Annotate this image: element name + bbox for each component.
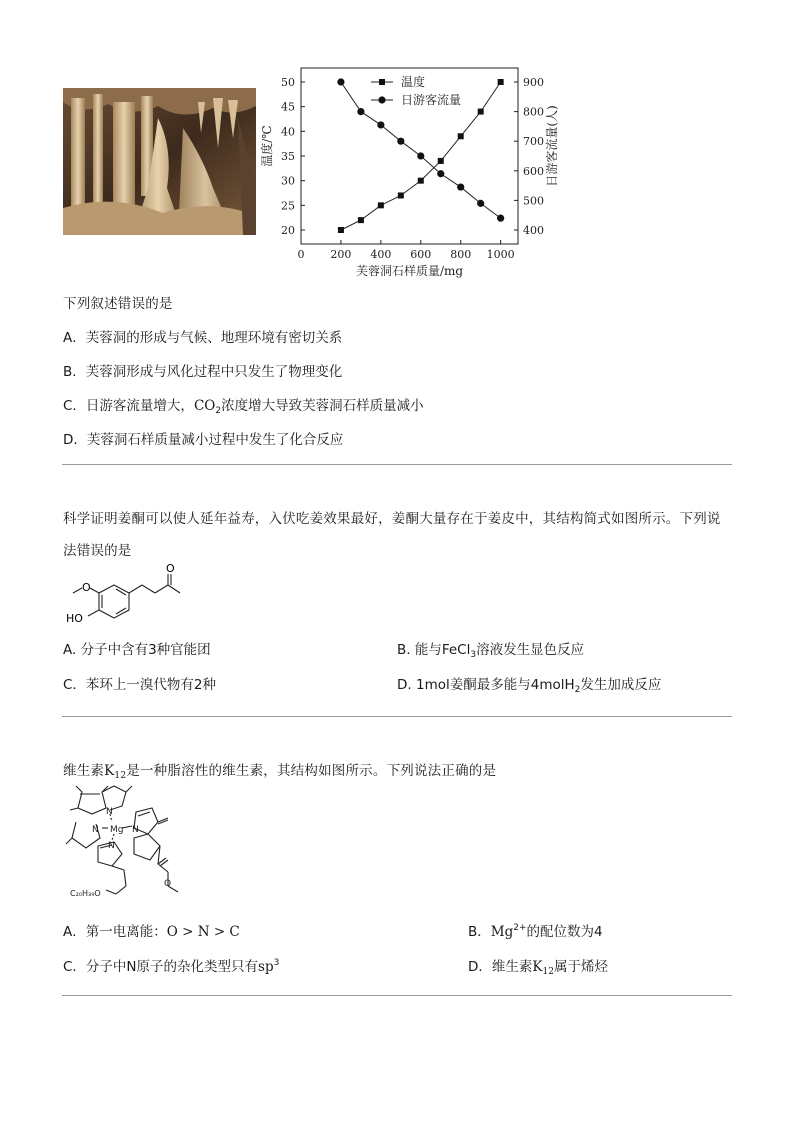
temperature-point (438, 158, 444, 164)
y-right-tick-label: 400 (523, 224, 544, 237)
q1-option-b: B．芙蓉洞形成与风化过程中只发生了物理变化 (63, 364, 343, 380)
q3-option-a-math: O > N > C (166, 924, 240, 940)
vitamin-k12-structure (62, 782, 187, 904)
q3-option-d-k: K (532, 959, 543, 975)
q3-option-d-post: 属于烯烃 (553, 959, 608, 975)
temperature-point (398, 192, 404, 198)
q2-stem-line1: 科学证明姜酮可以使人延年益寿，入伏吃姜效果最好，姜酮大量存在于姜皮中，其结构简式如图所示。下列说 (63, 511, 721, 527)
divider-3 (62, 995, 732, 996)
q2-option-d-sub: 2 (574, 685, 581, 695)
y-left-axis-label: 温度/℃ (260, 125, 274, 167)
q2-option-b-pre: B. 能与FeCl (397, 642, 471, 658)
x-tick-label: 0 (297, 248, 305, 261)
q3-stem-pre: 维生素 (63, 763, 105, 779)
q3-option-b-mg: Mg (490, 924, 514, 940)
visitor-point (497, 215, 504, 222)
y-right-tick-label: 900 (523, 76, 544, 89)
x-axis-label: 芙蓉洞石样质量/mg (355, 264, 464, 278)
q1-option-c (63, 394, 424, 416)
q1-option-c-tail: 浓度增大导致芙蓉洞石样质量减小 (221, 398, 424, 414)
temperature-point (358, 217, 364, 223)
y-left-tick-label: 20 (281, 224, 295, 237)
x-tick-label: 400 (370, 248, 392, 261)
q3-option-c (63, 955, 279, 975)
legend-label: 日游客流量 (401, 93, 462, 107)
legend-label: 温度 (401, 75, 426, 89)
visitor-point (457, 183, 464, 190)
temperature-point (338, 227, 344, 233)
q2-option-b (397, 638, 584, 660)
y-right-tick-label: 600 (523, 164, 544, 178)
visitor-point (437, 170, 444, 177)
q2-option-a: A. 分子中含有3种官能团 (63, 642, 211, 658)
temperature-visitor-chart (255, 58, 559, 288)
temperature-point (478, 109, 484, 115)
n-label-left: N (92, 825, 99, 835)
q3-option-c-sp: sp (258, 959, 274, 975)
visitor-point (397, 138, 404, 145)
q3-option-a (63, 920, 240, 940)
q2-option-b-sub: 3 (470, 650, 477, 660)
q3-option-b-pre: B． (468, 924, 491, 940)
q2-stem-line2: 法错误的是 (63, 543, 132, 559)
q2-option-d-pre: D. 1mol姜酮最多能与4molH (397, 677, 575, 693)
q3-option-b-post: 的配位数为4 (526, 924, 603, 940)
temperature-point (458, 133, 464, 139)
co2-formula: CO (193, 398, 216, 414)
y-left-tick-label: 50 (281, 76, 295, 89)
y-left-tick-label: 45 (281, 100, 295, 114)
q3-stem (63, 759, 496, 781)
temperature-point (498, 79, 504, 85)
q2-option-d-post: 发生加成反应 (580, 677, 662, 693)
ester-o-label: O (164, 879, 172, 889)
cave-photo (63, 88, 256, 235)
q3-stem-k: K (104, 763, 115, 779)
y-right-tick-label: 500 (523, 194, 544, 208)
q3-option-d (468, 955, 608, 977)
q2-option-b-post: 溶液发生显色反应 (476, 642, 585, 658)
y-right-tick-label: 700 (523, 135, 544, 149)
y-left-tick-label: 30 (281, 174, 295, 188)
y-left-tick-label: 40 (281, 125, 295, 139)
n-label-top: N (106, 807, 113, 817)
visitor-point (357, 108, 364, 115)
methoxy-o-label: O (82, 581, 91, 594)
visitor-point (377, 121, 384, 128)
q3-stem-sub: 12 (114, 771, 127, 781)
phytyl-label: C₂₀H₃₉O (70, 889, 101, 898)
y-right-axis-label: 日游客流量(人) (545, 105, 559, 187)
q3-option-d-pre: D． (468, 959, 492, 975)
divider-1 (62, 464, 732, 465)
legend-circle-marker (378, 96, 385, 103)
q1-option-d: D．芙蓉洞石样质量减小过程中发生了化合反应 (63, 432, 344, 448)
x-tick-label: 1000 (486, 248, 515, 261)
ketone-o-label: O (166, 562, 175, 575)
visitor-point (417, 152, 424, 159)
q2-option-c: C．苯环上一溴代物有2种 (63, 677, 217, 693)
y-left-tick-label: 25 (281, 199, 295, 213)
q3-option-c-pre: C．分子中N原子的杂化类型只有 (63, 959, 259, 975)
visitor-point (337, 78, 344, 85)
n-label-bottom: N (108, 841, 115, 851)
divider-2 (62, 716, 732, 717)
q1-stem: 下列叙述错误的是 (63, 296, 173, 312)
x-tick-label: 800 (450, 248, 472, 261)
y-right-tick-label: 800 (523, 105, 544, 119)
visitor-point (477, 200, 484, 207)
x-tick-label: 600 (410, 248, 432, 261)
q3-option-d-sub: 12 (542, 967, 554, 977)
q1-option-a: A．芙蓉洞的形成与气候、地理环境有密切关系 (63, 330, 343, 346)
legend-square-marker (379, 79, 385, 85)
q3-option-a-pre: A．第一电离能： (63, 924, 167, 940)
q3-option-d-mid: 维生素 (491, 959, 533, 975)
hydroxyl-label: HO (66, 612, 83, 625)
zingerone-structure (62, 560, 192, 630)
temperature-point (378, 202, 384, 208)
x-tick-label: 200 (330, 248, 352, 261)
temperature-point (418, 178, 424, 184)
q3-option-c-sup: 3 (273, 958, 280, 968)
q1-option-c-label: C．日游客流量增大， (63, 398, 194, 414)
co2-subscript: 2 (215, 406, 222, 416)
q2-option-d (397, 673, 661, 695)
y-left-tick-label: 35 (281, 150, 295, 163)
mg-label: Mg (110, 825, 124, 835)
q3-option-b (468, 920, 603, 940)
n-label-right: N (132, 825, 139, 835)
q3-stem-post: 是一种脂溶性的维生素，其结构如图所示。下列说法正确的是 (126, 763, 497, 779)
q3-option-b-sup: 2+ (513, 923, 527, 933)
